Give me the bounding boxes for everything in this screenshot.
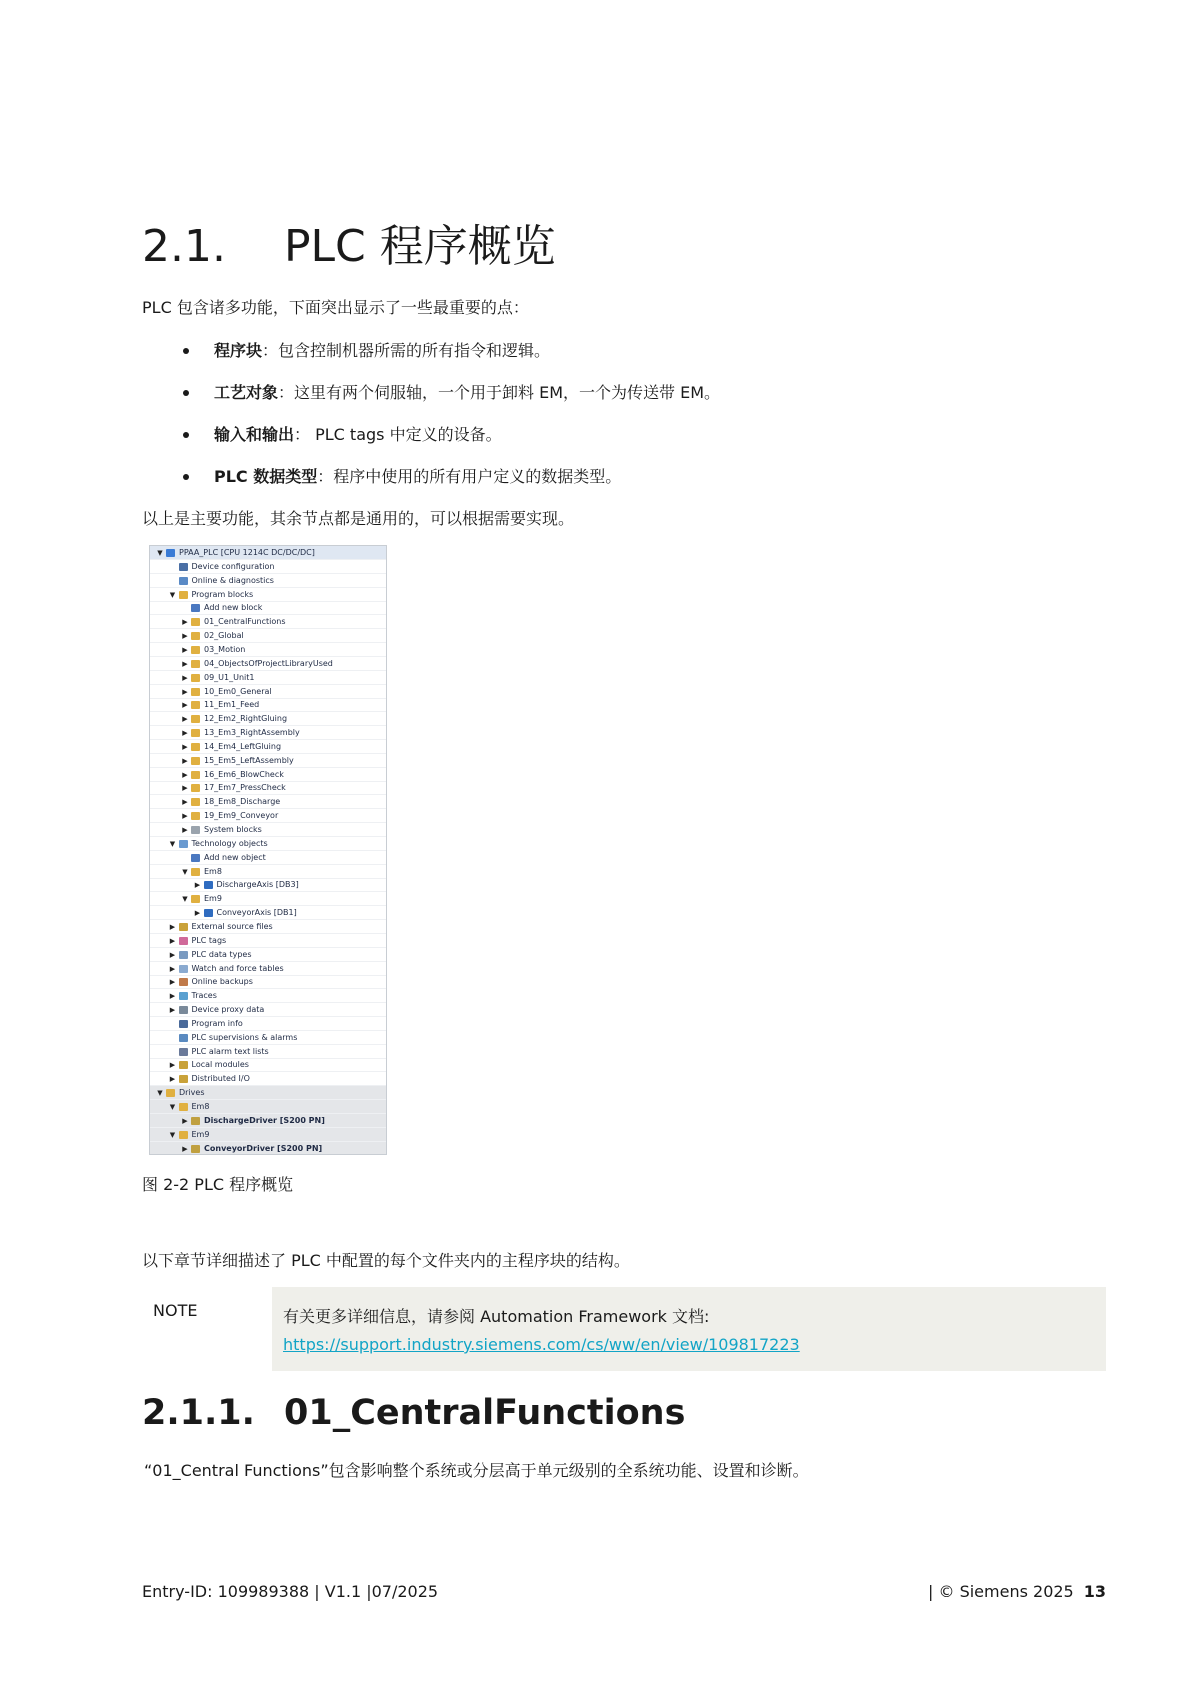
folder-icon: [191, 660, 200, 668]
page-number: 13: [1083, 1582, 1106, 1601]
bullet-dot: [183, 348, 189, 354]
proxy-icon: [179, 1006, 188, 1014]
expand-arrow-right-icon[interactable]: ▶: [182, 687, 188, 696]
tree-node[interactable]: [150, 712, 386, 726]
folder-icon: [191, 868, 200, 876]
tree-node[interactable]: [150, 1031, 386, 1045]
tree-node-label: Add new block: [204, 603, 263, 613]
bullet-dot: [183, 474, 189, 480]
support-link[interactable]: https://support.industry.siemens.com/cs/ww/en/view/109817223: [283, 1335, 800, 1354]
folder-icon: [179, 1131, 188, 1139]
tree-node-label: 12_Em2_RightGluing: [204, 714, 288, 724]
expand-arrow-down-icon[interactable]: ▼: [169, 590, 176, 599]
bullet-description: ：程序中使用的所有用户定义的数据类型。: [317, 467, 622, 486]
tree-node-label: Online backups: [191, 977, 253, 987]
text-list-icon: [179, 1048, 188, 1056]
data-types-icon: [179, 951, 188, 959]
tree-node-label: 17_Em7_PressCheck: [204, 783, 286, 793]
expand-arrow-down-icon[interactable]: ▼: [157, 1089, 163, 1098]
tree-node[interactable]: [150, 1003, 386, 1017]
expand-arrow-down-icon[interactable]: ▼: [169, 1103, 176, 1111]
tree-node[interactable]: [150, 1142, 386, 1155]
folder-icon: [191, 618, 200, 626]
bullet-term: 程序块: [214, 341, 263, 360]
folder-icon: [191, 701, 200, 709]
tree-node-label: Em8: [191, 1102, 210, 1111]
program-info-icon: [179, 1020, 188, 1028]
source-files-icon: [179, 923, 188, 931]
tree-node[interactable]: [150, 657, 386, 671]
tree-node[interactable]: [150, 865, 386, 879]
modules-icon: [179, 1061, 188, 1069]
bullet-description: ： PLC tags 中定义的设备。: [294, 425, 502, 444]
folder-icon: [191, 812, 200, 820]
watch-table-icon: [179, 965, 188, 973]
tree-node-label: 04_ObjectsOfProjectLibraryUsed: [204, 658, 333, 668]
expand-arrow-right-icon[interactable]: ▶: [182, 756, 188, 765]
tree-node[interactable]: [150, 643, 386, 657]
expand-arrow-right-icon[interactable]: ▶: [182, 645, 188, 654]
tree-node[interactable]: [150, 768, 386, 782]
expand-arrow-right-icon[interactable]: ▶: [194, 909, 201, 918]
tree-node-label: ConveyorAxis [DB1]: [216, 908, 297, 918]
after-figure-paragraph: 以下章节详细描述了 PLC 中配置的每个文件夹内的主程序块的结构。: [142, 1251, 630, 1270]
subsection-number: 2.1.1.: [142, 1393, 255, 1433]
expand-arrow-down-icon[interactable]: ▼: [169, 839, 176, 848]
expand-arrow-right-icon[interactable]: ▶: [169, 922, 176, 931]
tree-node-label: DischargeAxis [DB3]: [216, 880, 299, 890]
axis-icon: [204, 881, 213, 889]
expand-arrow-right-icon[interactable]: ▶: [182, 784, 188, 793]
tree-node-label: Program info: [191, 1018, 243, 1028]
tree-node-label: DischargeDriver [S200 PN]: [204, 1115, 325, 1125]
footer-copyright: [928, 1582, 1106, 1601]
tree-node-label: 13_Em3_RightAssembly: [204, 728, 300, 738]
expand-arrow-down-icon[interactable]: ▼: [182, 895, 188, 904]
tree-node-label: Technology objects: [191, 838, 268, 848]
expand-arrow-right-icon[interactable]: ▶: [182, 742, 188, 751]
expand-arrow-right-icon[interactable]: ▶: [194, 881, 201, 890]
tree-node-label: External source files: [191, 921, 273, 931]
add-object-icon: [191, 854, 200, 862]
expand-arrow-right-icon[interactable]: ▶: [169, 964, 176, 973]
tree-node[interactable]: [150, 615, 386, 629]
tree-node[interactable]: [150, 892, 386, 906]
tree-node[interactable]: [150, 781, 386, 795]
folder-icon: [191, 632, 200, 640]
tree-node[interactable]: [150, 685, 386, 699]
backup-icon: [179, 978, 188, 986]
tree-node[interactable]: [150, 1128, 386, 1142]
tree-node[interactable]: [150, 1100, 386, 1114]
tree-node-label: 14_Em4_LeftGluing: [204, 741, 282, 751]
folder-icon: [179, 1103, 188, 1111]
tags-icon: [179, 937, 188, 945]
tree-node[interactable]: [150, 726, 386, 740]
bullet-term: 输入和输出: [214, 425, 295, 444]
section-title: PLC 程序概览: [284, 221, 556, 272]
subsection-paragraph: “01_Central Functions”包含影响整个系统或分层高于单元级别的全系统功能、设置和诊断。: [144, 1461, 809, 1480]
expand-arrow-right-icon[interactable]: ▶: [169, 1006, 176, 1015]
tree-node[interactable]: [150, 1114, 386, 1128]
expand-arrow-right-icon[interactable]: ▶: [169, 992, 176, 1001]
tree-node[interactable]: [150, 546, 386, 560]
system-blocks-icon: [191, 826, 200, 834]
tree-node[interactable]: [150, 934, 386, 948]
tree-node-label: ConveyorDriver [S200 PN]: [204, 1143, 323, 1153]
tree-node-label: 18_Em8_Discharge: [204, 797, 281, 807]
alarms-icon: [179, 1034, 188, 1042]
tree-node-label: 10_Em0_General: [204, 686, 272, 696]
tree-node-label: 01_CentralFunctions: [204, 617, 286, 627]
expand-arrow-right-icon[interactable]: ▶: [182, 715, 188, 724]
tree-node-label: Em8: [204, 866, 222, 876]
tree-node[interactable]: [150, 588, 386, 602]
project-tree-screenshot: [149, 545, 387, 1155]
subsection-title: 01_CentralFunctions: [284, 1393, 686, 1433]
expand-arrow-right-icon[interactable]: ▶: [182, 826, 188, 834]
folder-icon: [166, 1089, 175, 1097]
tree-node-label: PPAA_PLC [CPU 1214C DC/DC/DC]: [179, 548, 315, 557]
bullet-dot: [183, 390, 189, 396]
bullet-description: ：包含控制机器所需的所有指令和逻辑。: [262, 341, 551, 360]
tree-node[interactable]: [150, 809, 386, 823]
tree-node[interactable]: [150, 740, 386, 754]
tree-node[interactable]: [150, 698, 386, 712]
expand-arrow-right-icon[interactable]: ▶: [182, 1116, 188, 1125]
folder-icon: [191, 715, 200, 723]
note-content: [283, 1303, 800, 1359]
footer-entry-id: Entry-ID: 109989388 | V1.1 |07/2025: [142, 1582, 439, 1601]
tree-node-label: Add new object: [204, 852, 266, 862]
tree-node[interactable]: [150, 754, 386, 768]
tree-node[interactable]: [150, 560, 386, 574]
tree-node[interactable]: [150, 1072, 386, 1086]
device-config-icon: [179, 563, 188, 571]
tree-node[interactable]: [150, 1058, 386, 1072]
diagnostics-icon: [179, 577, 188, 585]
folder-icon: [191, 895, 200, 903]
add-block-icon: [191, 604, 200, 612]
folder-icon: [191, 771, 200, 779]
folder-icon: [191, 729, 200, 737]
expand-arrow-down-icon[interactable]: ▼: [157, 549, 163, 557]
expand-arrow-right-icon[interactable]: ▶: [182, 673, 188, 682]
intro-paragraph: PLC 包含诸多功能，下面突出显示了一些最重要的点：: [142, 298, 529, 317]
tree-node-label: 16_Em6_BlowCheck: [204, 769, 284, 779]
expand-arrow-right-icon[interactable]: ▶: [169, 978, 176, 987]
tree-node-label: 11_Em1_Feed: [204, 700, 260, 710]
expand-arrow-right-icon[interactable]: ▶: [182, 770, 188, 779]
footer-copyright-text: | © Siemens 2025: [928, 1582, 1074, 1601]
expand-arrow-right-icon[interactable]: ▶: [182, 659, 188, 668]
tree-node-label: 19_Em9_Conveyor: [204, 811, 279, 821]
tree-node[interactable]: [150, 601, 386, 615]
traces-icon: [179, 992, 188, 1000]
tree-node[interactable]: [150, 906, 386, 920]
section-number: 2.1.: [142, 221, 226, 272]
expand-arrow-right-icon[interactable]: ▶: [169, 936, 176, 945]
tree-node-label: 03_Motion: [204, 644, 246, 654]
tree-node-label: PLC tags: [191, 935, 227, 945]
tree-node-label: Traces: [191, 991, 217, 1001]
expand-arrow-down-icon[interactable]: ▼: [182, 867, 188, 876]
bullet-term: PLC 数据类型: [214, 467, 318, 486]
folder-icon: [191, 688, 200, 696]
section-heading: [142, 210, 556, 274]
tree-node-label: Watch and force tables: [191, 963, 284, 973]
bullet-description: ：这里有两个伺服轴，一个用于卸料 EM，一个为传送带 EM。: [278, 383, 721, 402]
expand-arrow-right-icon[interactable]: ▶: [169, 1061, 176, 1070]
tree-node[interactable]: [150, 1086, 386, 1100]
note-text: 有关更多详细信息，请参阅 Automation Framework 文档:: [283, 1307, 710, 1326]
folder-icon: [191, 674, 200, 682]
tree-node-label: Drives: [179, 1088, 205, 1098]
tree-node-label: 15_Em5_LeftAssembly: [204, 755, 294, 765]
tree-node-label: Local modules: [191, 1060, 249, 1070]
expand-arrow-right-icon[interactable]: ▶: [182, 618, 188, 627]
tree-node[interactable]: [150, 878, 386, 892]
summary-paragraph: 以上是主要功能，其余节点都是通用的，可以根据需要实现。: [142, 509, 575, 528]
tree-node[interactable]: [150, 1017, 386, 1031]
plc-icon: [166, 549, 175, 557]
expand-arrow-right-icon[interactable]: ▶: [169, 1075, 176, 1084]
tree-node[interactable]: [150, 920, 386, 934]
subsection-heading: [142, 1393, 685, 1433]
expand-arrow-right-icon[interactable]: ▶: [169, 950, 176, 959]
folder-icon: [179, 591, 188, 599]
tree-node-label: Em9: [204, 894, 222, 904]
expand-arrow-right-icon[interactable]: ▶: [182, 729, 188, 738]
bullet-dot: [183, 432, 189, 438]
folder-icon: [191, 646, 200, 654]
tree-node[interactable]: [150, 837, 386, 851]
expand-arrow-down-icon[interactable]: ▼: [169, 1130, 176, 1139]
tree-node-label: Device configuration: [191, 561, 275, 571]
folder-icon: [191, 798, 200, 806]
tree-node-label: PLC supervisions & alarms: [191, 1032, 298, 1042]
bullet-term: 工艺对象: [214, 383, 279, 402]
expand-arrow-right-icon[interactable]: ▶: [182, 701, 188, 710]
figure-caption: 图 2-2 PLC 程序概览: [142, 1175, 294, 1194]
folder-icon: [191, 743, 200, 751]
expand-arrow-right-icon[interactable]: ▶: [182, 1144, 188, 1153]
tree-node-label: Online & diagnostics: [191, 575, 274, 585]
tree-node[interactable]: [150, 962, 386, 976]
tree-node-label: PLC data types: [191, 949, 252, 959]
tree-node-label: PLC alarm text lists: [191, 1046, 269, 1056]
folder-icon: [191, 757, 200, 765]
tree-node[interactable]: [150, 948, 386, 962]
tree-node[interactable]: [150, 795, 386, 809]
drive-icon: [191, 1145, 200, 1153]
distributed-io-icon: [179, 1075, 188, 1083]
tree-node[interactable]: [150, 989, 386, 1003]
tree-node-label: Distributed I/O: [191, 1074, 250, 1084]
tree-node[interactable]: [150, 629, 386, 643]
tree-node-label: Device proxy data: [191, 1005, 265, 1015]
tree-node[interactable]: [150, 671, 386, 685]
tree-node[interactable]: [150, 1045, 386, 1059]
tree-node-label: 09_U1_Unit1: [204, 672, 255, 682]
tree-node-label: Em9: [191, 1129, 210, 1139]
note-label: NOTE: [153, 1301, 198, 1320]
expand-arrow-right-icon[interactable]: ▶: [182, 632, 188, 641]
tree-node-label: 02_Global: [204, 631, 244, 641]
folder-icon: [191, 784, 200, 792]
expand-arrow-right-icon[interactable]: ▶: [182, 812, 188, 821]
tree-node[interactable]: [150, 851, 386, 865]
drive-icon: [191, 1117, 200, 1125]
tree-node-label: Program blocks: [191, 589, 254, 599]
tree-node[interactable]: [150, 574, 386, 588]
technology-icon: [179, 840, 188, 848]
axis-icon: [204, 909, 213, 917]
tree-node[interactable]: [150, 823, 386, 837]
tree-node-label: System blocks: [204, 825, 262, 834]
tree-node[interactable]: [150, 975, 386, 989]
expand-arrow-right-icon[interactable]: ▶: [182, 798, 188, 807]
